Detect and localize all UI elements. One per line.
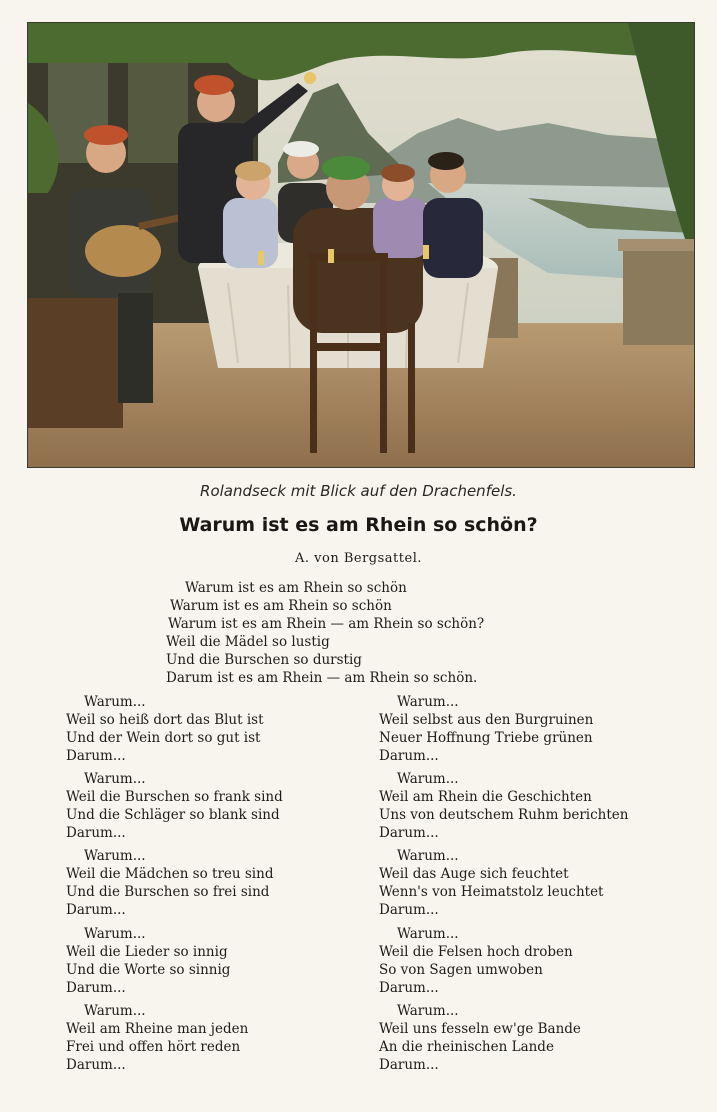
stanza-line: Und die Burschen so frei sind [66,884,270,901]
stanza-warum: Warum... [397,771,459,788]
stanza [379,847,679,919]
stanza-darum: Darum... [379,979,439,996]
stanza-line: Uns von deutschem Ruhm berichten [379,807,629,824]
stanza [379,925,679,997]
stanza-darum: Darum... [66,902,126,919]
stanza-line: Weil die Burschen so frank sind [66,789,283,806]
stanza-warum: Warum... [397,1002,459,1019]
refrain-line: Weil die Mädel so lustig [166,634,330,650]
stanza [379,693,679,765]
stanza-warum: Warum... [84,694,146,710]
stanza-line: Weil am Rhein die Geschichten [379,789,592,806]
stanza [66,847,366,919]
refrain [166,579,606,687]
stanza-darum: Darum... [66,825,126,842]
stanza [66,693,366,765]
refrain-line: Warum ist es am Rhein — am Rhein so schön? [168,616,485,632]
stanza-darum: Darum... [66,748,126,764]
stanza-line: Wenn's von Heimatstolz leuchtet [379,884,604,901]
stanza-darum: Darum... [66,1056,126,1073]
refrain-line: Und die Burschen so durstig [166,652,362,668]
stanza-line: Weil die Lieder so innig [66,943,228,960]
refrain-line: Warum ist es am Rhein so schön [170,598,392,614]
stanza-line: Und die Schläger so blank sind [66,807,280,824]
stanza-warum: Warum... [84,771,146,788]
song-author: A. von Bergsattel. [295,551,422,566]
stanza-warum: Warum... [397,925,459,942]
stanza-line: Weil so heiß dort das Blut ist [66,712,264,728]
stanza-warum: Warum... [84,848,146,865]
stanza-line: Frei und offen hört reden [66,1038,241,1055]
refrain-line: Warum ist es am Rhein so schön [185,580,407,596]
stanza-warum: Warum... [84,1002,146,1019]
stanza-darum: Darum... [379,902,439,919]
stanza-darum: Darum... [379,825,439,842]
stanza-darum: Darum... [379,1056,439,1073]
stanza-line: Weil uns fesseln ew'ge Bande [379,1020,581,1037]
stanza-warum: Warum... [397,848,459,865]
painting-caption: Rolandseck mit Blick auf den Drachenfels. [200,482,517,500]
stanza-line: Und die Worte so sinnig [66,961,231,978]
stanza-line: Weil die Felsen hoch droben [379,943,573,960]
painting-svg [28,23,694,467]
stanza-line: Weil am Rheine man jeden [66,1020,249,1037]
stanza-darum: Darum... [379,748,439,764]
song-title: Warum ist es am Rhein so schön? [179,514,538,536]
stanza-line: So von Sagen umwoben [379,961,543,978]
stanza-line: Weil die Mädchen so treu sind [66,866,274,883]
stanza-line: Und der Wein dort so gut ist [66,730,261,746]
stanza-warum: Warum... [397,694,459,710]
stanza [379,770,679,842]
stanza-line: Neuer Hoffnung Triebe grünen [379,730,593,746]
stanza [66,1002,366,1074]
stanza [66,770,366,842]
rhine-terrace-painting [27,22,695,468]
refrain-line: Darum ist es am Rhein — am Rhein so schön. [166,670,478,686]
stanza-darum: Darum... [66,979,126,996]
stanza [66,925,366,997]
stanza-line: An die rheinischen Lande [379,1038,554,1055]
right-stanza-column [379,693,679,1079]
stanza [379,1002,679,1074]
left-stanza-column [66,693,366,1079]
stanza-line: Weil das Auge sich feuchtet [379,866,569,883]
stanza-line: Weil selbst aus den Burgruinen [379,712,594,728]
stanza-warum: Warum... [84,925,146,942]
